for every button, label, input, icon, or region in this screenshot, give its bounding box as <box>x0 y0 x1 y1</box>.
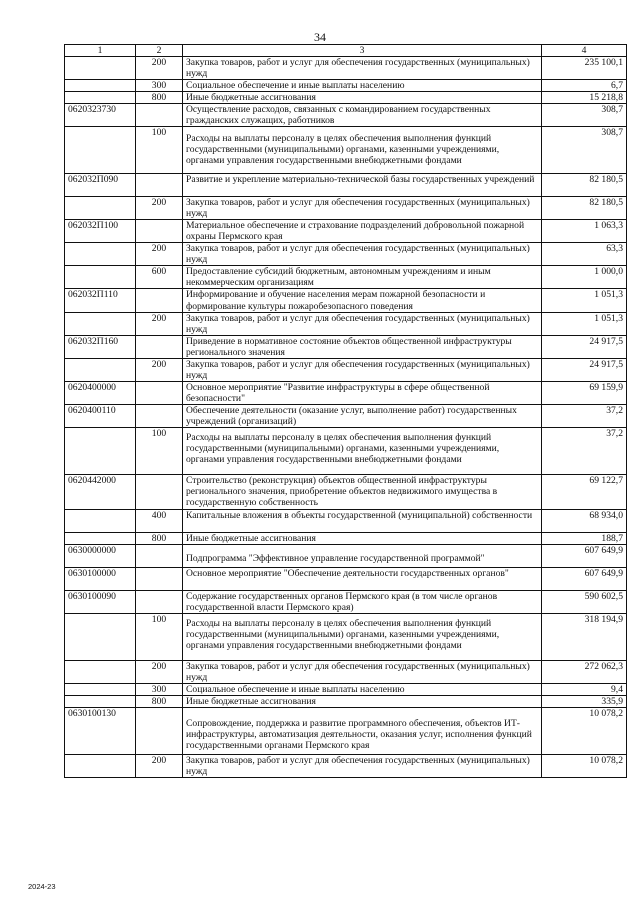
row-name-cell: Предоставление субсидий бюджетным, автономным учреждениям и иным некоммерческим организациям <box>183 266 542 289</box>
row-type-cell <box>136 381 183 404</box>
row-name-cell: Информирование и обучение населения мерам пожарной безопасности и формирование культуры пожаробезопасного поведения <box>183 289 542 312</box>
row-name-cell: Сопровождение, поддержка и развитие программного обеспечения, объектов ИТ-инфраструктуры, автоматизация деятельности, оказания услуг, исполнения функций государственными органами Пермского края <box>183 708 542 755</box>
row-name-cell: Расходы на выплаты персоналу в целях обеспечения выполнения функций государственными (муниципальными) органами, казенными учреждениями, органами управления государственными внебюджетными фондами <box>183 127 542 174</box>
table-row <box>65 80 627 92</box>
row-code-cell <box>65 696 136 708</box>
row-amount-cell: 9,4 <box>542 684 627 696</box>
table-row <box>65 696 627 708</box>
page-number: 34 <box>314 30 326 44</box>
table-row <box>65 220 627 243</box>
row-name-cell: Закупка товаров, работ и услуг для обеспечения государственных (муниципальных) нужд <box>183 755 542 778</box>
row-name-cell: Закупка товаров, работ и услуг для обеспечения государственных (муниципальных) нужд <box>183 358 542 381</box>
row-amount-cell: 1 063,3 <box>542 220 627 243</box>
row-amount-cell: 272 062,3 <box>542 660 627 683</box>
row-amount-cell: 607 649,9 <box>542 544 627 567</box>
row-name-cell: Закупка товаров, работ и услуг для обеспечения государственных (муниципальных) нужд <box>183 57 542 80</box>
row-type-cell: 100 <box>136 427 183 474</box>
row-name-cell: Капитальные вложения в объекты государственной (муниципальной) собственности <box>183 509 542 532</box>
row-name-cell: Расходы на выплаты персоналу в целях обеспечения выполнения функций государственными (муниципальными) органами, казенными учреждениями, органами управления государственными внебюджетными фондами <box>183 613 542 660</box>
row-name-cell: Обеспечение деятельности (оказание услуг, выполнение работ) государственных учреждений (организаций) <box>183 404 542 427</box>
row-amount-cell: 68 934,0 <box>542 509 627 532</box>
table-row <box>65 335 627 358</box>
row-code-cell: 062032П160 <box>65 335 136 358</box>
row-name-cell: Закупка товаров, работ и услуг для обеспечения государственных (муниципальных) нужд <box>183 312 542 335</box>
table-row <box>65 544 627 567</box>
table-row <box>65 509 627 532</box>
row-type-cell: 600 <box>136 266 183 289</box>
row-name-cell: Основное мероприятие "Обеспечение деятельности государственных органов" <box>183 567 542 590</box>
table-row <box>65 92 627 104</box>
row-amount-cell: 1 051,3 <box>542 289 627 312</box>
footer-code: 2024-23 <box>28 882 56 891</box>
row-name-cell: Строительство (реконструкция) объектов общественной инфраструктуры регионального значения, приобретение объектов недвижимого имущества в государственную собственность <box>183 474 542 509</box>
row-type-cell: 300 <box>136 80 183 92</box>
row-code-cell: 0620400000 <box>65 381 136 404</box>
row-code-cell: 062032П110 <box>65 289 136 312</box>
row-name-cell: Подпрограмма "Эффективное управление государственной программой" <box>183 544 542 567</box>
row-amount-cell: 318 194,9 <box>542 613 627 660</box>
row-code-cell: 0630000000 <box>65 544 136 567</box>
header-col-3: 3 <box>183 45 542 57</box>
table-row <box>65 381 627 404</box>
row-amount-cell: 24 917,5 <box>542 335 627 358</box>
row-amount-cell: 308,7 <box>542 104 627 127</box>
row-code-cell <box>65 358 136 381</box>
row-type-cell: 200 <box>136 57 183 80</box>
row-type-cell: 800 <box>136 532 183 544</box>
table-row <box>65 243 627 266</box>
row-amount-cell: 69 122,7 <box>542 474 627 509</box>
row-code-cell: 0630100000 <box>65 567 136 590</box>
row-amount-cell: 37,2 <box>542 404 627 427</box>
row-amount-cell: 335,9 <box>542 696 627 708</box>
row-name-cell: Закупка товаров, работ и услуг для обеспечения государственных (муниципальных) нужд <box>183 197 542 220</box>
row-type-cell <box>136 404 183 427</box>
row-type-cell <box>136 544 183 567</box>
header-col-4: 4 <box>542 45 627 57</box>
row-amount-cell: 188,7 <box>542 532 627 544</box>
row-code-cell <box>65 266 136 289</box>
table-row <box>65 532 627 544</box>
row-code-cell <box>65 755 136 778</box>
row-type-cell <box>136 590 183 613</box>
row-code-cell <box>65 613 136 660</box>
row-code-cell <box>65 684 136 696</box>
table-row <box>65 590 627 613</box>
row-name-cell: Социальное обеспечение и иные выплаты населению <box>183 80 542 92</box>
row-name-cell: Иные бюджетные ассигнования <box>183 532 542 544</box>
row-name-cell: Закупка товаров, работ и услуг для обеспечения государственных (муниципальных) нужд <box>183 243 542 266</box>
table-row <box>65 660 627 683</box>
row-type-cell <box>136 289 183 312</box>
table-row <box>65 266 627 289</box>
row-amount-cell: 15 218,8 <box>542 92 627 104</box>
table-row <box>65 104 627 127</box>
row-type-cell: 100 <box>136 613 183 660</box>
row-amount-cell: 10 078,2 <box>542 708 627 755</box>
table-row <box>65 474 627 509</box>
row-type-cell <box>136 174 183 197</box>
row-amount-cell: 1 051,3 <box>542 312 627 335</box>
row-type-cell: 400 <box>136 509 183 532</box>
row-amount-cell: 308,7 <box>542 127 627 174</box>
table-row <box>65 57 627 80</box>
row-type-cell: 200 <box>136 358 183 381</box>
row-code-cell <box>65 532 136 544</box>
row-amount-cell: 82 180,5 <box>542 197 627 220</box>
row-name-cell: Приведение в нормативное состояние объектов общественной инфраструктуры регионального значения <box>183 335 542 358</box>
table-row <box>65 427 627 474</box>
table-row <box>65 404 627 427</box>
table-row <box>65 358 627 381</box>
row-type-cell <box>136 708 183 755</box>
budget-table <box>64 44 627 778</box>
table-row <box>65 174 627 197</box>
row-type-cell <box>136 104 183 127</box>
row-code-cell: 062032П090 <box>65 174 136 197</box>
row-code-cell <box>65 80 136 92</box>
row-name-cell: Социальное обеспечение и иные выплаты населению <box>183 684 542 696</box>
row-amount-cell: 10 078,2 <box>542 755 627 778</box>
row-name-cell: Осуществление расходов, связанных с командированием государственных гражданских служащих, работников <box>183 104 542 127</box>
row-type-cell: 200 <box>136 755 183 778</box>
row-type-cell <box>136 335 183 358</box>
row-type-cell <box>136 567 183 590</box>
table-row <box>65 684 627 696</box>
table-row <box>65 708 627 755</box>
row-amount-cell: 6,7 <box>542 80 627 92</box>
row-type-cell: 800 <box>136 92 183 104</box>
table-header-row <box>65 45 627 57</box>
table-row <box>65 613 627 660</box>
row-code-cell: 0620442000 <box>65 474 136 509</box>
row-name-cell: Основное мероприятие "Развитие инфраструктуры в сфере общественной безопасности" <box>183 381 542 404</box>
row-name-cell: Содержание государственных органов Пермского края (в том числе органов государственной власти Пермского края) <box>183 590 542 613</box>
row-code-cell <box>65 127 136 174</box>
header-col-2: 2 <box>136 45 183 57</box>
row-code-cell: 0630100130 <box>65 708 136 755</box>
row-code-cell: 062032П100 <box>65 220 136 243</box>
row-amount-cell: 63,3 <box>542 243 627 266</box>
row-type-cell: 200 <box>136 243 183 266</box>
table-row <box>65 197 627 220</box>
header-col-1: 1 <box>65 45 136 57</box>
row-amount-cell: 590 602,5 <box>542 590 627 613</box>
row-amount-cell: 1 000,0 <box>542 266 627 289</box>
row-code-cell <box>65 197 136 220</box>
row-name-cell: Развитие и укрепление материально-технической базы государственных учреждений <box>183 174 542 197</box>
row-code-cell: 0620400110 <box>65 404 136 427</box>
row-code-cell <box>65 57 136 80</box>
row-code-cell <box>65 509 136 532</box>
row-amount-cell: 24 917,5 <box>542 358 627 381</box>
table-row <box>65 127 627 174</box>
row-code-cell <box>65 312 136 335</box>
row-code-cell: 0630100090 <box>65 590 136 613</box>
row-name-cell: Иные бюджетные ассигнования <box>183 696 542 708</box>
row-code-cell <box>65 243 136 266</box>
row-type-cell: 800 <box>136 696 183 708</box>
table-row <box>65 755 627 778</box>
table-row <box>65 312 627 335</box>
row-type-cell: 200 <box>136 660 183 683</box>
row-amount-cell: 37,2 <box>542 427 627 474</box>
row-type-cell: 200 <box>136 312 183 335</box>
row-name-cell: Материальное обеспечение и страхование подразделений добровольной пожарной охраны Пермского края <box>183 220 542 243</box>
row-type-cell: 300 <box>136 684 183 696</box>
row-type-cell: 200 <box>136 197 183 220</box>
row-amount-cell: 82 180,5 <box>542 174 627 197</box>
row-type-cell <box>136 474 183 509</box>
table-row <box>65 567 627 590</box>
table-row <box>65 289 627 312</box>
row-type-cell: 100 <box>136 127 183 174</box>
row-code-cell <box>65 660 136 683</box>
row-type-cell <box>136 220 183 243</box>
row-name-cell: Иные бюджетные ассигнования <box>183 92 542 104</box>
row-code-cell <box>65 427 136 474</box>
row-code-cell <box>65 92 136 104</box>
row-amount-cell: 69 159,9 <box>542 381 627 404</box>
row-amount-cell: 235 100,1 <box>542 57 627 80</box>
row-name-cell: Закупка товаров, работ и услуг для обеспечения государственных (муниципальных) нужд <box>183 660 542 683</box>
row-code-cell: 0620323730 <box>65 104 136 127</box>
row-name-cell: Расходы на выплаты персоналу в целях обеспечения выполнения функций государственными (муниципальными) органами, казенными учреждениями, органами управления государственными внебюджетными фондами <box>183 427 542 474</box>
row-amount-cell: 607 649,9 <box>542 567 627 590</box>
